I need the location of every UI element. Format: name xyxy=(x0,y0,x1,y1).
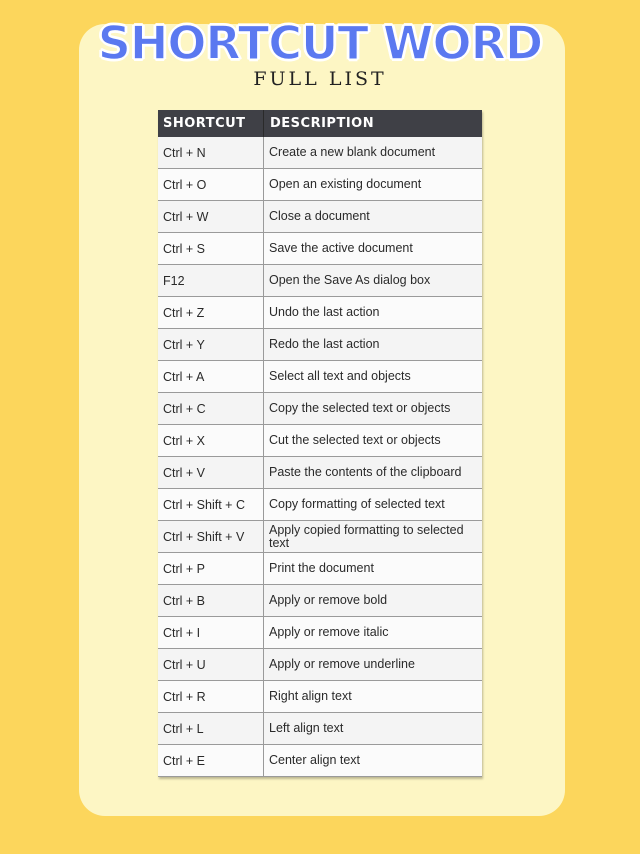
description-cell: Paste the contents of the clipboard xyxy=(269,465,462,479)
description-cell: Print the document xyxy=(269,561,374,575)
shortcut-cell: Ctrl + U xyxy=(158,649,264,680)
shortcut-cell: F12 xyxy=(158,265,264,296)
shortcut-cell: Ctrl + P xyxy=(158,553,264,584)
shortcut-table xyxy=(158,110,482,777)
page-title: SHORTCUT WORD xyxy=(97,16,543,70)
table-row xyxy=(158,617,482,649)
shortcut-cell: Ctrl + S xyxy=(158,233,264,264)
table-row xyxy=(158,201,482,233)
table-row xyxy=(158,265,482,297)
description-cell: Close a document xyxy=(269,209,370,223)
description-cell: Left align text xyxy=(269,721,344,735)
table-row xyxy=(158,233,482,265)
shortcut-cell: Ctrl + I xyxy=(158,617,264,648)
shortcut-cell: Ctrl + Y xyxy=(158,329,264,360)
description-cell: Apply or remove italic xyxy=(269,625,389,639)
shortcut-cell: Ctrl + W xyxy=(158,201,264,232)
table-row xyxy=(158,425,482,457)
shortcut-cell: Ctrl + X xyxy=(158,425,264,456)
description-cell: Select all text and objects xyxy=(269,369,411,383)
page-subtitle: FULL LIST xyxy=(253,68,387,90)
shortcut-cell: Ctrl + E xyxy=(158,745,264,776)
description-cell: Right align text xyxy=(269,689,352,703)
table-row xyxy=(158,137,482,169)
shortcut-cell: Ctrl + C xyxy=(158,393,264,424)
description-cell: Apply or remove bold xyxy=(269,593,388,607)
description-cell: Save the active document xyxy=(269,241,413,255)
table-row xyxy=(158,393,482,425)
table-row xyxy=(158,553,482,585)
shortcut-cell: Ctrl + Shift + V xyxy=(158,521,264,552)
description-cell: Redo the last action xyxy=(269,337,380,351)
shortcut-cell: Ctrl + N xyxy=(158,137,264,168)
table-row xyxy=(158,361,482,393)
shortcut-cell: Ctrl + Shift + C xyxy=(158,489,264,520)
shortcut-cell: Ctrl + Z xyxy=(158,297,264,328)
table-row xyxy=(158,169,482,201)
table-row xyxy=(158,489,482,521)
table-row xyxy=(158,681,482,713)
table-row xyxy=(158,745,482,777)
description-cell: Create a new blank document xyxy=(269,145,436,159)
description-cell: Open an existing document xyxy=(269,177,422,191)
table-header xyxy=(158,110,482,137)
shortcut-cell: Ctrl + B xyxy=(158,585,264,616)
header-shortcut: SHORTCUT xyxy=(158,110,264,137)
description-cell: Apply or remove underline xyxy=(269,657,415,671)
table-row xyxy=(158,585,482,617)
table-body xyxy=(158,137,482,777)
shortcut-cell: Ctrl + R xyxy=(158,681,264,712)
table-row xyxy=(158,329,482,361)
table-row xyxy=(158,297,482,329)
description-cell: Cut the selected text or objects xyxy=(269,433,441,447)
table-row xyxy=(158,649,482,681)
shortcut-cell: Ctrl + V xyxy=(158,457,264,488)
table-row xyxy=(158,713,482,745)
description-cell: Apply copied formatting to selected text xyxy=(269,522,464,550)
shortcut-cell: Ctrl + O xyxy=(158,169,264,200)
description-cell: Copy formatting of selected text xyxy=(269,497,445,511)
table-row xyxy=(158,521,482,553)
description-cell: Undo the last action xyxy=(269,305,380,319)
table-row xyxy=(158,457,482,489)
description-cell: Open the Save As dialog box xyxy=(269,273,431,287)
shortcut-cell: Ctrl + L xyxy=(158,713,264,744)
description-cell: Center align text xyxy=(269,753,361,767)
shortcut-cell: Ctrl + A xyxy=(158,361,264,392)
description-cell: Copy the selected text or objects xyxy=(269,401,451,415)
header-description: DESCRIPTION xyxy=(270,116,375,131)
